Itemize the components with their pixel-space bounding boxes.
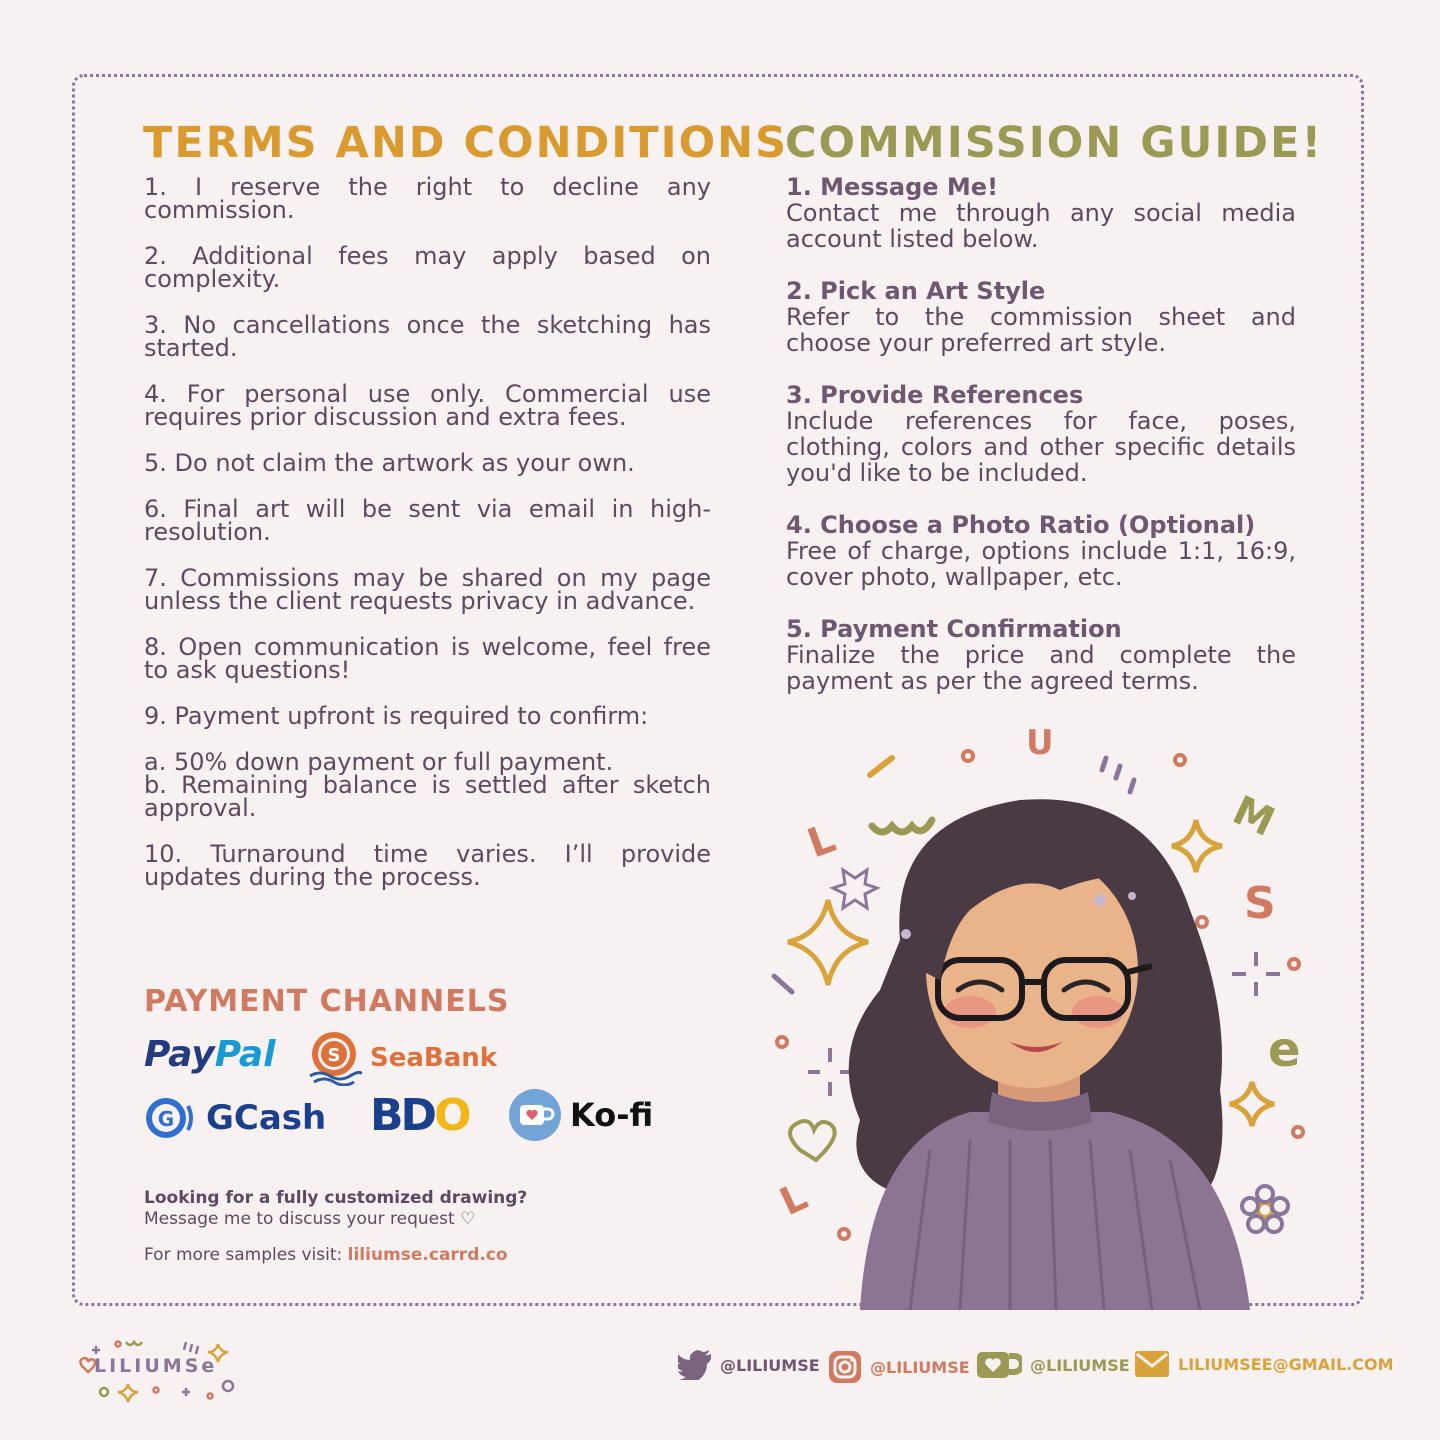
kofi-handle: @LILIUMSE [1030, 1355, 1130, 1375]
heart-icon [790, 1121, 835, 1160]
email-envelope-icon [1134, 1350, 1170, 1378]
sparkle-icon [1172, 820, 1222, 872]
twitter-bird-icon [678, 1350, 712, 1380]
commission-guide-title: COMMISSION GUIDE! [785, 118, 1324, 168]
brand-logo-text: LILIUMSe [94, 1355, 218, 1377]
gcash-icon-letter: G [157, 1107, 175, 1131]
step-body: Free of charge, options include 1:1, 16:9, cover photo, wallpaper, etc. [786, 537, 1296, 591]
decor-letter-m: M [1225, 787, 1282, 846]
term-item: 3. No cancellations once the sketching has started. [144, 311, 711, 362]
instagram-icon [828, 1350, 862, 1384]
guide-steps [786, 174, 1296, 720]
sparkle-icon [1230, 1082, 1274, 1126]
term-item: 4. For personal use only. Commercial use requires prior discussion and extra fees. [144, 380, 711, 431]
term-item: 7. Commissions may be shared on my page unless the client requests privacy in advance. [144, 564, 711, 615]
samples-line [144, 1245, 508, 1265]
twitter-handle-link[interactable] [678, 1350, 820, 1380]
decor-letter-l-bottom: L [773, 1174, 814, 1225]
terms-list [144, 173, 711, 912]
step-body: Finalize the price and complete the payment as per the agreed terms. [786, 641, 1296, 695]
samples-label: For more samples visit: [144, 1245, 348, 1265]
seabank-icon [306, 1030, 362, 1086]
liliumse-brand-logo [76, 1334, 246, 1404]
hair-shine [1128, 892, 1136, 900]
star-icon [833, 870, 877, 908]
bdo-logo-text-a: BD [370, 1090, 435, 1141]
paypal-logo [144, 1034, 275, 1075]
decor-letter-l: L [801, 815, 842, 868]
decor-letter-e: e [1268, 1022, 1301, 1078]
twinkle-icon [808, 1048, 854, 1096]
terms-title: TERMS AND CONDITIONS [143, 118, 789, 168]
hair-shine [901, 929, 911, 939]
kofi-cup-icon [508, 1088, 562, 1142]
gcash-icon [144, 1094, 198, 1142]
guide-step [786, 512, 1296, 590]
step-body: Refer to the commission sheet and choose your preferred art style. [786, 303, 1296, 357]
email-link[interactable] [1134, 1350, 1394, 1378]
cheek-blush [944, 996, 996, 1028]
twinkle-icon [1232, 952, 1280, 996]
paypal-logo-text-b: Pal [214, 1034, 276, 1075]
step-heading: 3. Provide References [786, 381, 1084, 409]
decor-letter-s: S [1244, 878, 1276, 929]
payment-channels-title: PAYMENT CHANNELS [144, 984, 510, 1019]
term-item: 2. Additional fees may apply based on complexity. [144, 242, 711, 293]
term-item: 6. Final art will be sent via email in high-resolution. [144, 495, 711, 546]
term-item: 8. Open communication is welcome, feel free to ask questions! [144, 633, 711, 684]
step-body: Include references for face, poses, clothing, colors and other specific details you'd like to be included. [786, 407, 1296, 487]
instagram-handle-link[interactable] [828, 1350, 970, 1384]
kofi-logo [508, 1088, 653, 1142]
term-item: 1. I reserve the right to decline any commission. [144, 173, 711, 224]
bdo-logo-text-b: O [434, 1090, 469, 1141]
kofi-handle-link[interactable] [976, 1350, 1130, 1380]
gcash-logo [144, 1094, 326, 1142]
samples-link[interactable]: liliumse.carrd.co [347, 1245, 508, 1265]
gcash-name: GCash [206, 1098, 327, 1138]
step-heading: 1. Message Me! [786, 173, 999, 201]
kofi-cup-icon [976, 1350, 1022, 1380]
term-item: 5. Do not claim the artwork as your own. [144, 449, 635, 477]
term-item: 9. Payment upfront is required to confirm: [144, 702, 649, 730]
cheek-blush [1072, 996, 1124, 1028]
custom-drawing-sub: Message me to discuss your request ♡ [144, 1209, 476, 1229]
twitter-handle: @LILIUMSE [720, 1355, 820, 1375]
guide-step [786, 616, 1296, 694]
guide-step [786, 278, 1296, 356]
step-body: Contact me through any social media account listed below. [786, 199, 1296, 253]
flower-icon [1242, 1186, 1288, 1232]
decor-letter-w-icon [872, 820, 932, 832]
email-address: LILIUMSEE@GMAIL.COM [1178, 1354, 1394, 1374]
decor-letter-u: U [1026, 723, 1054, 763]
guide-step [786, 174, 1296, 252]
hair-shine [1094, 894, 1106, 906]
seabank-icon-letter: S [327, 1045, 341, 1066]
step-heading: 2. Pick an Art Style [786, 277, 1046, 305]
artist-portrait-illustration [760, 720, 1320, 1310]
dash-decor-icon [870, 758, 892, 775]
custom-drawing-question: Looking for a fully customized drawing? [144, 1188, 528, 1208]
step-heading: 5. Payment Confirmation [786, 615, 1122, 643]
instagram-handle: @LILIUMSE [870, 1357, 970, 1377]
seabank-name: SeaBank [370, 1043, 498, 1073]
step-heading: 4. Choose a Photo Ratio (Optional) [786, 511, 1256, 539]
paypal-logo-text-a: Pay [144, 1034, 215, 1075]
kofi-name: Ko-fi [570, 1096, 654, 1134]
bdo-logo [370, 1090, 468, 1141]
seabank-logo [306, 1030, 497, 1086]
term-item: a. 50% down payment or full payment. b. Remaining balance is settled after sketch approval. [144, 748, 711, 822]
guide-step [786, 382, 1296, 486]
term-item: 10. Turnaround time varies. I’ll provide updates during the process. [144, 840, 711, 891]
sparkle-icon [788, 900, 868, 985]
